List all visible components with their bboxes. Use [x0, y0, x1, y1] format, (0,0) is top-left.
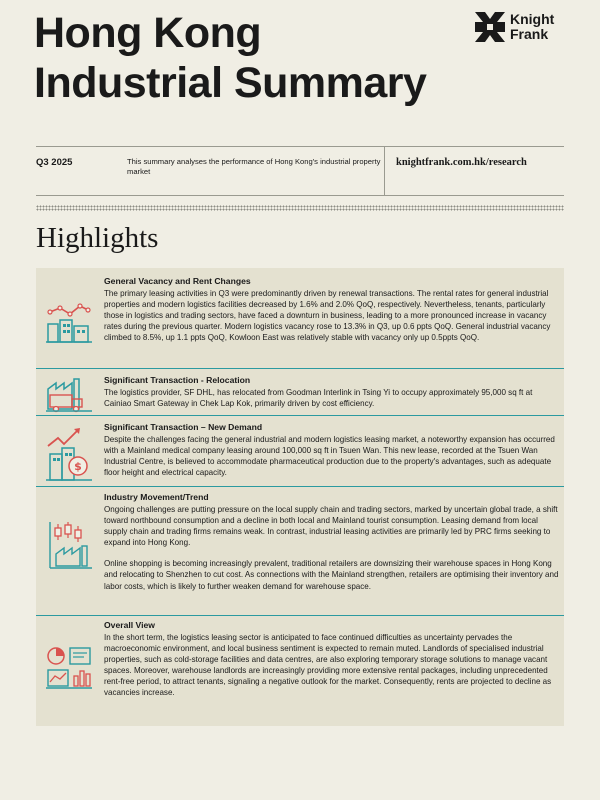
- meta-divider: [384, 147, 385, 195]
- section-paragraph: Online shopping is becoming increasingly prevalent, traditional retailers are downsizing their warehouse spaces in Hong Kong and relocating to Shenzhen to cut cost. As connections with the Mainland strengthen, retailers are optimising their inventory and labor costs, which is likely to further weaken demand for warehouse space.: [104, 559, 559, 591]
- highlights-heading: Highlights: [36, 222, 159, 254]
- growth-money-icon: [44, 426, 94, 484]
- section-title: General Vacancy and Rent Changes: [104, 276, 251, 286]
- report-quarter: Q3 2025: [36, 157, 73, 168]
- section-title: Overall View: [104, 620, 155, 630]
- section-title: Significant Transaction – New Demand: [104, 422, 263, 432]
- page-title: [34, 8, 426, 108]
- candlestick-factory-icon: [44, 520, 94, 572]
- section-paragraph: Despite the challenges facing the general industrial and modern logistics leasing market, a noteworthy expansion has occurred with a Mainland medical company leasing around 100,000 sq ft in Tsuen Wan. This new lease, recorded at the Tsuen Wan Industrial Centre, is believed to accommodate pharmaceutical production due to the property's advantages, such as adequate floor height and electrical capacity.: [104, 435, 555, 478]
- section-separator: [36, 615, 564, 616]
- section-paragraph: Ongoing challenges are putting pressure on the local supply chain and trading sectors, marked by uncertain global trade, a shift toward northbound consumption and a decline in both local and Mainland tourist consumption. Leasing demand from local supply chain and trading firms remains weak. In contrast, industrial leasing activities are primarily led by PRC firms seeking to expand into Hong Kong.: [104, 505, 558, 548]
- analytics-dashboard-icon: [44, 644, 94, 690]
- svg-text:$: $: [74, 460, 82, 473]
- knight-frank-logo: [475, 12, 554, 42]
- highlights-panel: [36, 268, 564, 726]
- section-paragraph: The primary leasing activities in Q3 were predominantly driven by renewal transactions. The rental rates for general industrial properties and modern logistics facilities decreased by 1.6% and 2.0% QoQ, respectively. Nevertheless, tenants, particularly those in logistics and trading sectors, have faced a downturn in business, leading to a more pronounced increase in vacancy rates during the previous quarter. Modern logistics vacancy rose to 13.3% in Q3, up 0.6 ppts QoQ. General industrial vacancy climbed to 8.5%, up 1.1 ppts QoQ, Kowloon East was relatively stable with vacancy only up 0.5ppts QoQ.: [104, 289, 551, 343]
- section-separator: [36, 486, 564, 487]
- section-title: Significant Transaction - Relocation: [104, 375, 251, 385]
- section-separator: [36, 368, 564, 369]
- report-meta-bar: [36, 146, 564, 196]
- knight-frank-logo-icon: [475, 12, 505, 42]
- report-description: This summary analyses the performance of Hong Kong's industrial property market: [127, 157, 381, 176]
- dotted-divider: [36, 205, 564, 211]
- buildings-chart-icon: [44, 298, 94, 344]
- section-separator: [36, 415, 564, 416]
- section-title: Industry Movement/Trend: [104, 492, 209, 502]
- title-line-1: Hong Kong: [34, 9, 262, 57]
- logo-word-1: Knight: [510, 11, 555, 27]
- title-line-2: Industrial Summary: [34, 59, 427, 107]
- section-paragraph: In the short term, the logistics leasing sector is anticipated to face continued difficulties as uncertainty pervades the macroeconomic environment, and local business sentiment is expected to remain muted. Landlords of specialised industrial properties, such as cold-storage facilities and data centres, are also exploring temporary storage solutions to manage vacant spaces. Moreover, warehouse landlords are increasingly providing more extensive rental packages, including unprecedented rent-free period, to attract tenants, signaling a negative outlook for the market. Consequently, rents are projected to decline as vacancies increase.: [104, 633, 552, 698]
- logo-word-2: Frank: [510, 26, 549, 42]
- section-paragraph: The logistics provider, SF DHL, has relocated from Goodman Interlink in Tsing Yi to occupy approximately 95,000 sq ft at Cainiao Smart Gateway in Chek Lap Kok, primarily driven by cost efficiency.: [104, 388, 533, 409]
- research-link[interactable]: knightfrank.com.hk/research: [396, 157, 527, 168]
- factory-truck-icon: [44, 377, 94, 413]
